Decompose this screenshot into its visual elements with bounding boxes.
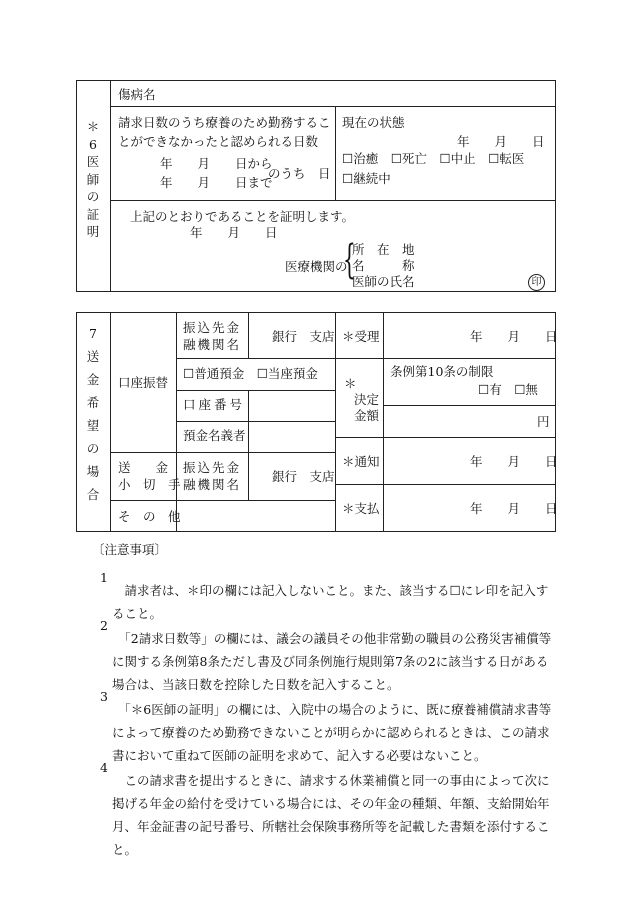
yen-unit: 円 [537, 414, 550, 429]
state-checkboxes-row2[interactable]: ☐継続中 [342, 171, 391, 186]
seal-icon: 印 [528, 274, 545, 291]
date-to[interactable]: 年 月 日まで [160, 175, 273, 190]
remittance-section [76, 312, 556, 532]
days-of-which[interactable]: のうち 日 [268, 166, 331, 181]
current-state-label: 現在の状態 [342, 115, 405, 130]
note-number: 2 [100, 618, 108, 633]
received-label: ＊受理 [342, 329, 380, 344]
account-holder-label: 預金名義者 [183, 428, 246, 443]
limit-yes-no-checkboxes[interactable]: ☐有 ☐無 [478, 382, 538, 397]
decided-label-line2: 金額 [354, 408, 380, 423]
state-date[interactable]: 年 月 日 [457, 134, 545, 149]
note-text: この請求書を提出するときに、請求する休業補償と同一の事由によって次に掲げる年金の給付を受けている場合には、その年金の種類、年額、支給開始年月、年金証書の記号番号、所轄社会保険事務所等を記載した書類を添付すること。 [112, 772, 550, 857]
date-from[interactable]: 年 月 日から [160, 156, 273, 171]
bank-label-line2: 融機関名 [183, 337, 242, 352]
account-number-label: 口座番号 [183, 397, 246, 412]
bank2-label-line2: 融機関名 [183, 477, 242, 492]
days-label-line2: とができなかったと認められる日数 [118, 134, 319, 149]
section7-vertical-label: 7送金希望の場合 [86, 326, 100, 502]
deposit-type-checkboxes[interactable]: ☐普通預金 ☐当座預金 [183, 366, 318, 381]
disease-name-label: 傷病名 [118, 87, 156, 102]
account-transfer-label: 口座振替 [118, 375, 169, 390]
payment-label: ＊支払 [342, 501, 380, 516]
state-checkboxes-row1[interactable]: ☐治癒 ☐死亡 ☐中止 ☐転医 [342, 151, 525, 166]
note-item [100, 756, 555, 873]
institution-label: 医療機関の [285, 259, 348, 274]
other-label: そ の 他 [118, 509, 181, 524]
note-number: 3 [100, 689, 108, 704]
received-date[interactable]: 年 月 日 [470, 329, 558, 344]
bank-branch-field[interactable]: 銀行 支店 [272, 329, 335, 344]
note-number: 4 [100, 760, 108, 775]
decided-star: ＊ [344, 376, 357, 391]
bank2-branch-field[interactable]: 銀行 支店 [272, 469, 335, 484]
name-label: 名 称 [352, 258, 415, 273]
money-order-line2: 小 切 手 [118, 477, 181, 492]
bank2-label-line1: 振込先金 [183, 460, 242, 475]
note-number: 1 [100, 570, 108, 585]
notes-heading: 〔注意事項〕 [92, 542, 168, 557]
bank-label-line1: 振込先金 [183, 320, 242, 335]
brace-icon: { [343, 237, 356, 283]
note-text: 「2請求日数等」の欄には、議会の議員その他非常勤の職員の公務災害補償等に関する条例第8条ただし書及び同条例施行規則第7条の2に該当する日がある場合は、当該日数を控除した日数を記入すること。 [112, 630, 552, 692]
notice-date[interactable]: 年 月 日 [470, 454, 558, 469]
money-order-line1: 送 金 [118, 460, 169, 475]
decided-label-line1: 決定 [354, 392, 380, 407]
days-label-line1: 請求日数のうち療養のため勤務するこ [118, 115, 331, 130]
certify-date[interactable]: 年 月 日 [190, 225, 278, 240]
section6-vertical-label: ＊6医師の証明 [86, 119, 100, 239]
note-text: 請求者は、＊印の欄には記入しないこと。また、該当する☐にレ印を記入すること。 [112, 582, 549, 621]
notice-label: ＊通知 [342, 454, 380, 469]
note-text: 「＊6医師の証明」の欄には、入院中の場合のように、既に療養補償請求書等によって療養のため勤務できないことが明らかに認められるときは、この請求書において重ねて医師の証明を求めて、記入する必要はないこと。 [112, 701, 552, 763]
doctor-name-label: 医師の氏名 [352, 274, 415, 289]
certify-text: 上記のとおりであることを証明します。 [130, 209, 355, 224]
payment-date[interactable]: 年 月 日 [470, 501, 558, 516]
article-limit-label: 条例第10条の制限 [390, 364, 494, 379]
address-label: 所 在 地 [352, 242, 415, 257]
